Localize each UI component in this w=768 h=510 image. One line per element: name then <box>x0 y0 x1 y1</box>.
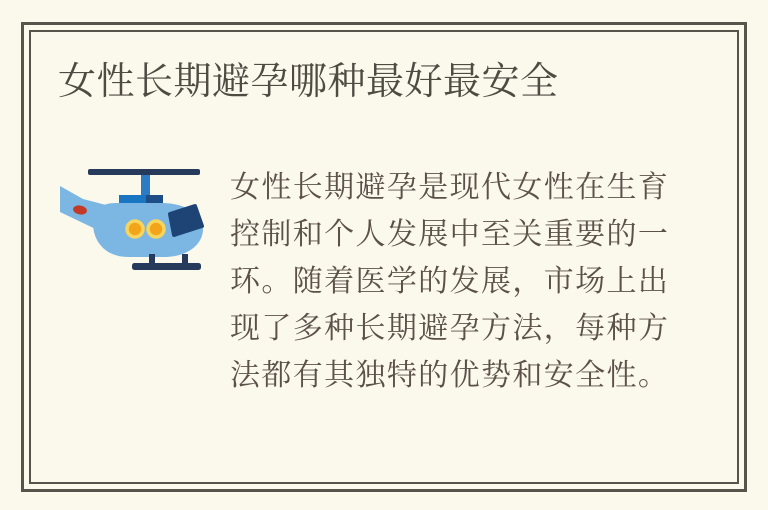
helicopter-rotor-mast <box>141 175 150 198</box>
helicopter-illustration <box>56 162 208 276</box>
page-title: 女性长期避孕哪种最好最安全 <box>58 59 559 103</box>
helicopter-skid-bar <box>132 263 201 270</box>
decorative-frame-outer <box>21 22 747 492</box>
article-line-2: 控 制 和 个 人 发 展 中 至 关 重 要 的 一 <box>230 218 668 251</box>
article-line-1: 女 性 长 期 避 孕 是 现 代 女 性 在 生 育 <box>230 171 668 204</box>
article-text <box>230 164 668 399</box>
helicopter-rotor-bar <box>88 169 200 175</box>
decorative-frame-inner <box>29 30 739 484</box>
helicopter-icon <box>56 162 208 276</box>
helicopter-porthole-right <box>148 221 164 237</box>
article-line-5: 法 都 有 其 独 特 的 优 势 和 安 全 性 。 <box>230 359 668 392</box>
article-line-4: 现 了 多 种 长 期 避 孕 方 法 ， 每 种 方 <box>230 312 668 345</box>
helicopter-porthole-left <box>127 221 143 237</box>
article-line-3: 环 。 随 着 医 学 的 发 展 ， 市 场 上 出 <box>230 265 668 298</box>
